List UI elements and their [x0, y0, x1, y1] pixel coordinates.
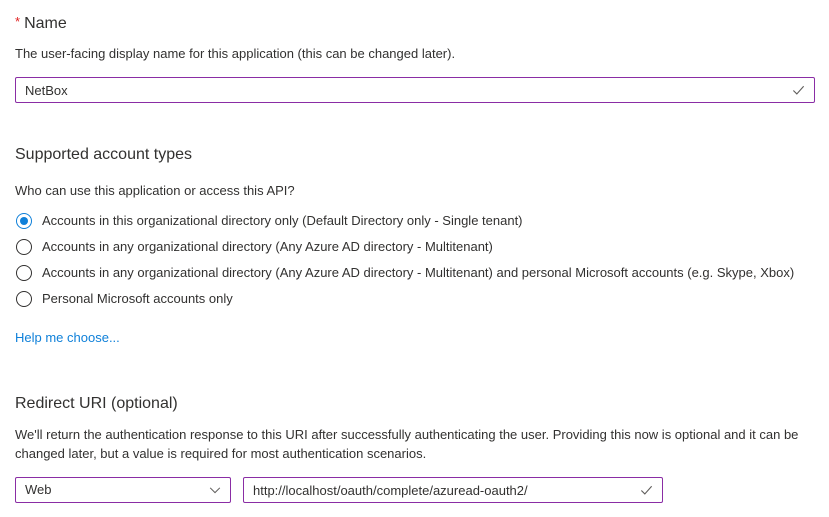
account-type-option-personal-only[interactable] — [15, 286, 815, 312]
redirect-uri-input[interactable] — [244, 478, 662, 502]
platform-select[interactable] — [15, 477, 231, 503]
chevron-down-icon — [208, 483, 222, 497]
radio-button-icon[interactable] — [16, 265, 32, 281]
name-section-title — [15, 12, 815, 34]
account-type-option-multitenant[interactable] — [15, 234, 815, 260]
name-field-wrapper — [15, 77, 815, 103]
required-asterisk: * — [15, 14, 21, 29]
radio-label[interactable]: Accounts in any organizational directory (Any Azure AD directory - Multitenant) and personal Microsoft accounts (e.g. Skype, Xbox) — [42, 265, 795, 280]
name-section — [15, 12, 815, 103]
name-section-title-text: Name — [24, 15, 67, 32]
redirect-uri-section — [15, 394, 815, 503]
redirect-uri-row — [15, 477, 815, 503]
account-types-question: Who can use this application or access this API? — [15, 183, 295, 198]
name-input[interactable] — [16, 78, 814, 102]
valid-checkmark-icon — [791, 83, 806, 98]
radio-label[interactable]: Personal Microsoft accounts only — [42, 291, 233, 306]
radio-button-icon[interactable] — [16, 291, 32, 307]
radio-button-icon[interactable] — [16, 213, 32, 229]
redirect-uri-title: Redirect URI (optional) — [15, 395, 178, 412]
account-types-radio-group — [15, 208, 815, 312]
valid-checkmark-icon — [639, 483, 654, 498]
redirect-uri-field-wrapper — [243, 477, 663, 503]
account-types-section — [15, 145, 815, 346]
help-me-choose-link[interactable]: Help me choose... — [15, 330, 120, 345]
radio-button-icon[interactable] — [16, 239, 32, 255]
radio-label[interactable]: Accounts in this organizational directory only (Default Directory only - Single tenant) — [42, 213, 523, 228]
account-types-title: Supported account types — [15, 146, 193, 163]
radio-label[interactable]: Accounts in any organizational directory (Any Azure AD directory - Multitenant) — [42, 239, 493, 254]
account-type-option-multitenant-personal[interactable] — [15, 260, 815, 286]
platform-select-value: Web — [25, 482, 52, 497]
account-type-option-single-tenant[interactable] — [15, 208, 815, 234]
name-description: The user-facing display name for this application (this can be changed later). — [15, 46, 456, 61]
redirect-uri-description: We'll return the authentication response to this URI after successfully authenticating the user. Providing this now is optional and it can be changed later, but a value is required for most authentication scenarios. — [15, 427, 799, 461]
